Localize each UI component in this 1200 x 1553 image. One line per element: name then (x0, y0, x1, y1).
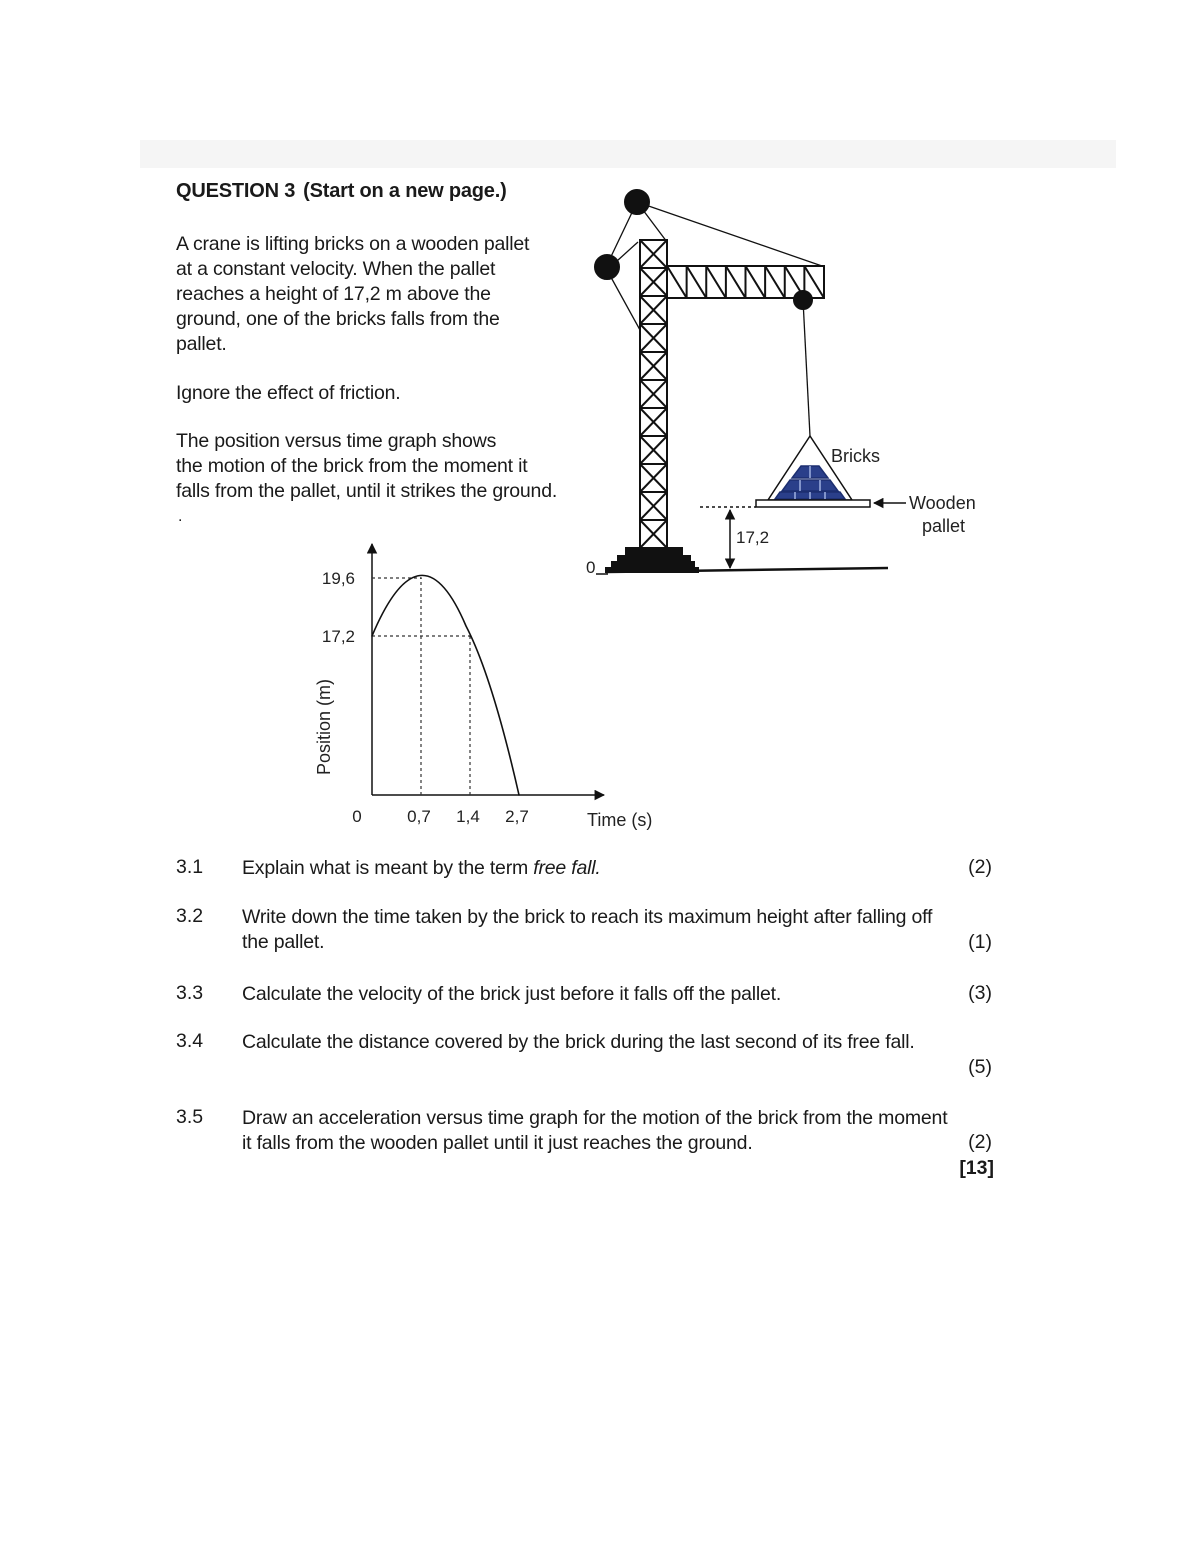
intro-line: ground, one of the bricks falls from the (176, 308, 500, 330)
subquestion-text: Explain what is meant by the term free fall. (242, 857, 601, 879)
jib-brace (667, 266, 687, 298)
subquestion-text: Calculate the distance covered by the brick during the last second of its free fall. (242, 1031, 915, 1053)
intro-line: reaches a height of 17,2 m above the (176, 283, 491, 305)
x-tick-label: 2,7 (505, 807, 529, 826)
height-label: 17,2 (736, 528, 770, 547)
jib-brace (726, 266, 746, 298)
x-tick-label: 1,4 (456, 807, 480, 826)
crane-mast (640, 240, 667, 548)
subquestion-marks: (2) (968, 856, 992, 878)
intro-line: at a constant velocity. When the pallet (176, 258, 496, 280)
subquestion-number: 3.3 (176, 982, 204, 1004)
counterweight (595, 255, 619, 279)
subquestion-marks: (2) (968, 1131, 992, 1153)
data-point (518, 794, 520, 796)
subquestion-text: Calculate the velocity of the brick just before it falls off the pallet. (242, 983, 782, 1005)
stray-mark: . (178, 508, 183, 525)
graph-description-line: The position versus time graph shows (176, 430, 497, 452)
subquestion-text: Draw an acceleration versus time graph for the motion of the brick from the moment it falls from the wooden pallet until it just reaches the ground. (242, 1107, 948, 1154)
pallet-label-line1: Wooden (909, 493, 976, 513)
wooden-pallet (756, 500, 870, 507)
y-axis-label: Position (m) (314, 678, 334, 776)
friction-note: Ignore the effect of friction. (176, 382, 401, 404)
crane-diagram (595, 190, 906, 572)
intro-line: pallet. (176, 333, 227, 355)
subquestion-marks: (5) (968, 1056, 992, 1078)
jib-brace (706, 266, 726, 298)
subquestion-text: Write down the time taken by the brick to reach its maximum height after falling off the pallet. (242, 906, 933, 953)
question-instruction: (Start on a new page.) (303, 180, 507, 202)
subquestion-marks: (3) (968, 982, 992, 1004)
graph-description-line: falls from the pallet, until it strikes the ground. (176, 480, 558, 502)
pallet-label-line2: pallet (922, 516, 966, 536)
jib-brace (765, 266, 785, 298)
jib-brace (746, 266, 766, 298)
trolley-pulley (794, 291, 812, 309)
graph-description-line: the motion of the brick from the moment it (176, 455, 528, 477)
x-tick-label: 0,7 (407, 807, 431, 826)
y-tick-label: 19,6 (321, 569, 355, 588)
total-marks: [13] (959, 1157, 994, 1179)
question-number: QUESTION 3 (176, 180, 296, 202)
intro-line: A crane is lifting bricks on a wooden pallet (176, 233, 530, 255)
x-tick-label: 0 (352, 807, 362, 826)
subquestion-number: 3.5 (176, 1106, 204, 1128)
data-point (420, 577, 422, 579)
origin-label: 0 (586, 558, 596, 577)
subquestion-number: 3.4 (176, 1030, 204, 1052)
x-axis-label: Time (s) (587, 810, 653, 830)
bricks-label: Bricks (831, 446, 880, 466)
subquestion-marks: (1) (968, 931, 992, 953)
data-point (469, 635, 471, 637)
subquestion-number: 3.1 (176, 856, 204, 878)
data-point (371, 635, 373, 637)
jib-brace (687, 266, 707, 298)
top-pulley (625, 190, 649, 214)
crane-base (606, 548, 698, 572)
y-tick-label: 17,2 (321, 627, 355, 646)
position-curve (372, 575, 519, 795)
position-time-chart (314, 544, 652, 830)
subquestion-number: 3.2 (176, 905, 204, 927)
